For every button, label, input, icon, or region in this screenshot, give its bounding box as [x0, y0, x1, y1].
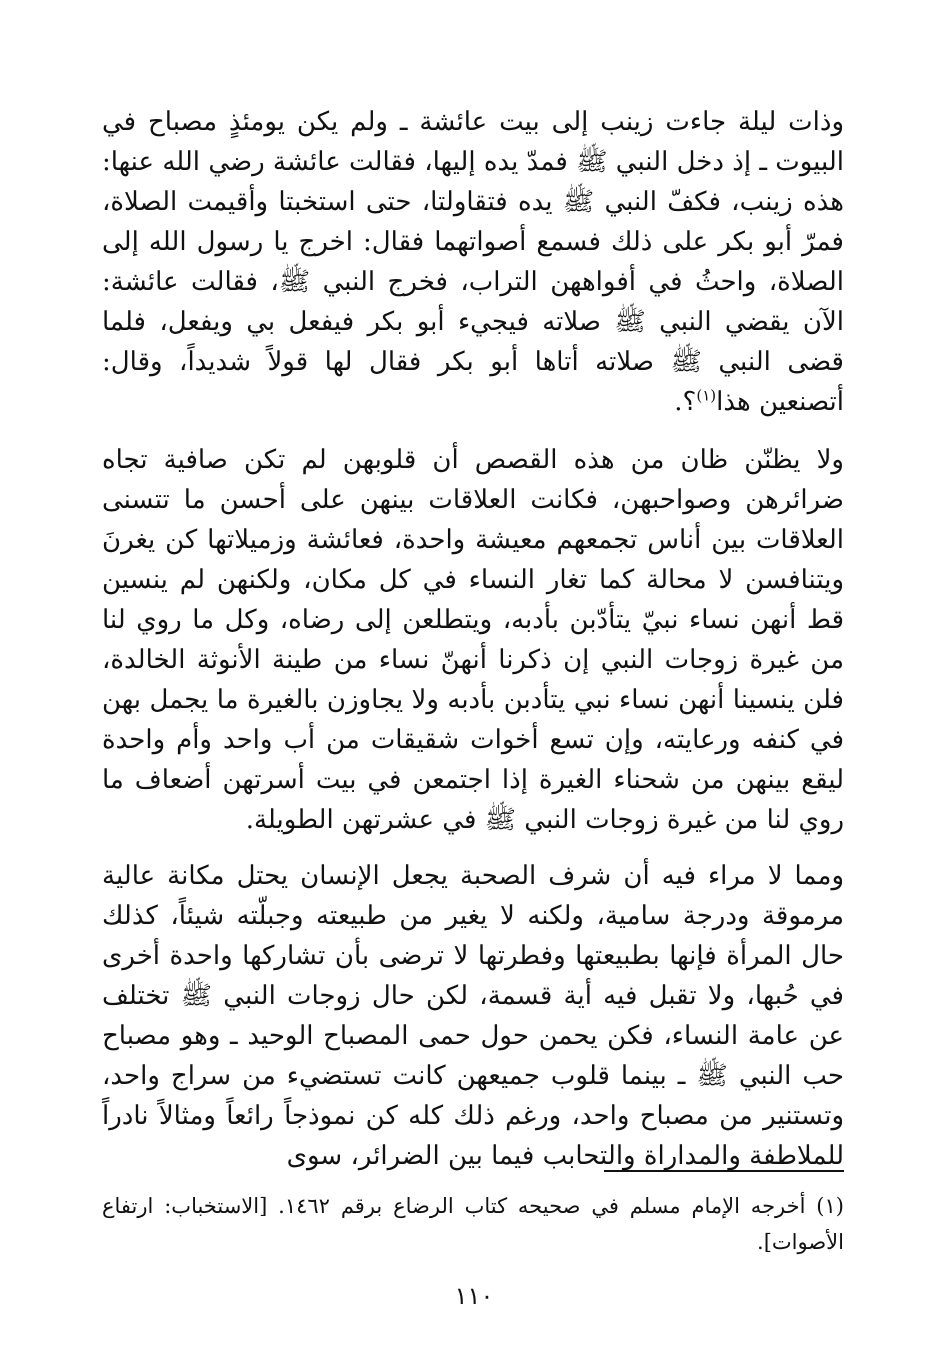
- paragraph-3: ومما لا مراء فيه أن شرف الصحبة يجعل الإنسان يحتل مكانة عالية مرموقة ودرجة سامية، ولكنه لا يغير من طبيعته وجبلّته شيئاً، كذلك حال المرأة فإنها بطبيعتها وفطرتها لا ترضى بأن تشاركها واحدة أخرى في حُبها، ولا تقبل فيه أية قسمة، لكن حال زوجات النبي ﷺ تختلف عن عامة النساء، فكن يحمن حول حمى المصباح الوحيد ـ وهو مصباح حب النبي ﷺ ـ بينما قلوب جميعهن كانت تستضيء من سراج واحد، وتستنير من مصباح واحد، ورغم ذلك كله كن نموذجاً رائعاً ومثالاً نادراً للملاطفة والمداراة والتحابب فيما بين الضرائر، سوى: [102, 861, 844, 1171]
- page-body: [102, 102, 844, 1367]
- paragraph-2: ولا يظنّن ظان من هذه القصص أن قلوبهن لم تكن صافية تجاه ضرائرهن وصواحبهن، فكانت العلاقات بينهن على أحسن ما تتسنى العلاقات بين أناس تجمعهم معيشة واحدة، فعائشة وزميلاتها كن يغرنَ ويتنافسن لا محالة كما تغار النساء في كل مكان، ولكنهن لم ينسين قط أنهن نساء نبيّ يتأدّبن بأدبه، ويتطلعن إلى رضاه، وكل ما روي لنا من غيرة زوجات النبي إن ذكرنا أنهنّ نساء من طينة الأنوثة الخالدة، فلن ينسينا أنهن نساء نبي يتأدبن بأدبه ولا يجاوزن بالغيرة ما يجمل بهن في كنفه ورعايته، وإن تسع أخوات شقيقات من أب واحد وأم واحدة ليقع بينهن من شحناء الغيرة إذا اجتمعن في بيت أسرتهن أضعاف ما روي لنا من غيرة زوجات النبي ﷺ في عشرتهن الطويلة.: [102, 445, 845, 835]
- page-number: ١١٠: [454, 1282, 494, 1310]
- footnote-divider: [604, 1170, 844, 1172]
- paragraph-1-end: ؟.: [674, 387, 697, 417]
- footnote-reference-1[interactable]: (١): [696, 386, 717, 405]
- paragraph-1: [102, 102, 844, 422]
- paragraph-1-text: وذات ليلة جاءت زينب إلى بيت عائشة ـ ولم يكن يومئذٍ مصباح في البيوت ـ إذ دخل النبي ﷺ فمدّ يده إليها، فقالت عائشة رضي الله عنها: هذه زينب، فكفّ النبي ﷺ يده فتقاولتا، حتى استخبتا وأقيمت الصلاة، فمرّ أبو بكر على ذلك فسمع أصواتهما فقال: اخرج يا رسول الله إلى الصلاة، واحثُ في أفواههن التراب، فخرج النبي ﷺ، فقالت عائشة: الآن يقضي النبي ﷺ صلاته فيجيء أبو بكر فيفعل بي ويفعل، فلما قضى النبي ﷺ صلاته أتاها أبو بكر فقال لها قولاً شديداً، وقال: أتصنعين هذا: [102, 107, 844, 417]
- footnote-1: (١) أخرجه الإمام مسلم في صحيحه كتاب الرضاع برقم ١٤٦٢. [الاستخباب: ارتفاع الأصوات].: [102, 1194, 844, 1254]
